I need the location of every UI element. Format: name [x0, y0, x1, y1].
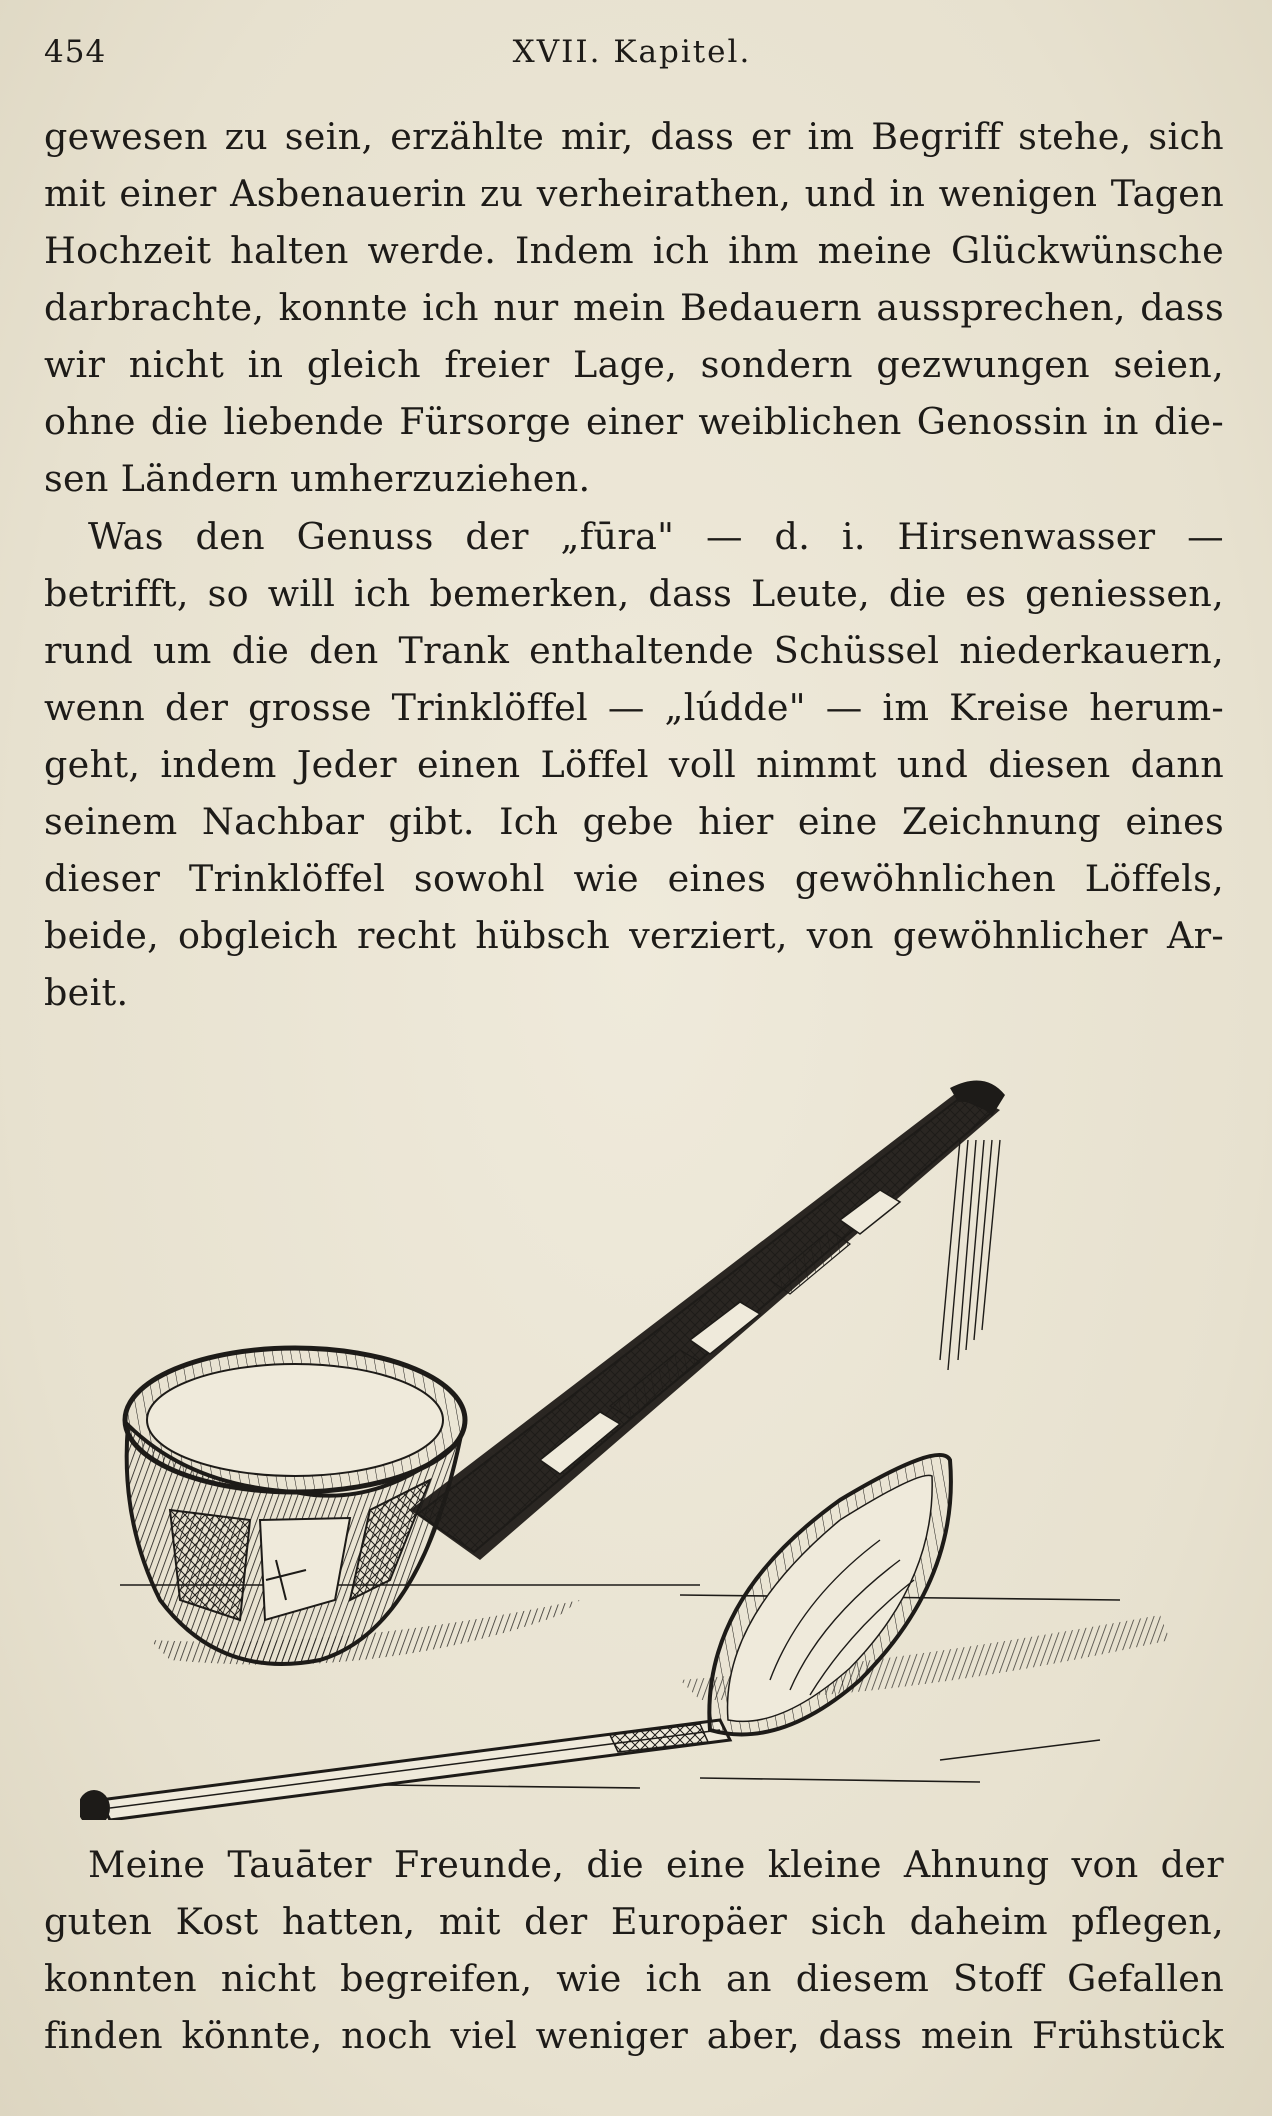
paragraph-2 — [44, 508, 1224, 1021]
text-line: beide, obgleich recht hübsch verziert, von gewöhnlicher Ar- — [44, 914, 1224, 957]
text-line: ohne die liebende Fürsorge einer weiblichen Genossin in die- — [44, 400, 1224, 443]
text-line: sen Ländern umherzuziehen. — [44, 457, 591, 500]
text-line: mit einer Asbenauerin zu verheirathen, und in wenigen Tagen — [44, 172, 1224, 215]
text-line: darbrachte, konnte ich nur mein Bedauern aussprechen, dass — [44, 286, 1224, 329]
spoon-illustration — [80, 1040, 1200, 1820]
text-line: finden könnte, noch viel weniger aber, dass mein Frühstück — [44, 2014, 1224, 2057]
running-head: XVII. Kapitel. — [512, 34, 752, 70]
text-line: Was den Genuss der „fūra" — d. i. Hirsenwasser — — [88, 515, 1224, 558]
spoon-bowl — [709, 1455, 951, 1734]
paragraph-1 — [44, 108, 1224, 507]
text-line: wir nicht in gleich freier Lage, sondern gezwungen seien, — [44, 343, 1224, 386]
page-number: 454 — [44, 34, 107, 70]
text-line: Meine Tauāter Freunde, die eine kleine Ahnung von der — [88, 1843, 1224, 1886]
text-line: betrifft, so will ich bemerken, dass Leute, die es geniessen, — [44, 572, 1224, 615]
text-line: seinem Nachbar gibt. Ich gebe hier eine Zeichnung eines — [44, 800, 1224, 843]
text-line: beit. — [44, 971, 129, 1014]
text-line: rund um die den Trank enthaltende Schüssel niederkauern, — [44, 629, 1224, 672]
spoon-handle — [80, 1720, 730, 1820]
text-line: gewesen zu sein, erzählte mir, dass er im Begriff stehe, sich — [44, 115, 1224, 158]
ladle-bowl — [125, 1348, 465, 1664]
text-line: Hochzeit halten werde. Indem ich ihm meine Glückwünsche — [44, 229, 1224, 272]
text-line: konnten nicht begreifen, wie ich an diesem Stoff Gefallen — [44, 1957, 1224, 2000]
text-line: geht, indem Jeder einen Löffel voll nimmt und diesen dann — [44, 743, 1224, 786]
text-line: guten Kost hatten, mit der Europäer sich daheim pflegen, — [44, 1900, 1224, 1943]
page-header — [44, 28, 1220, 78]
text-line: dieser Trinklöffel sowohl wie eines gewöhnlichen Löffels, — [44, 857, 1224, 900]
text-line: wenn der grosse Trinklöffel — „lúdde" — im Kreise herum- — [44, 686, 1224, 729]
paragraph-3 — [44, 1836, 1224, 2064]
